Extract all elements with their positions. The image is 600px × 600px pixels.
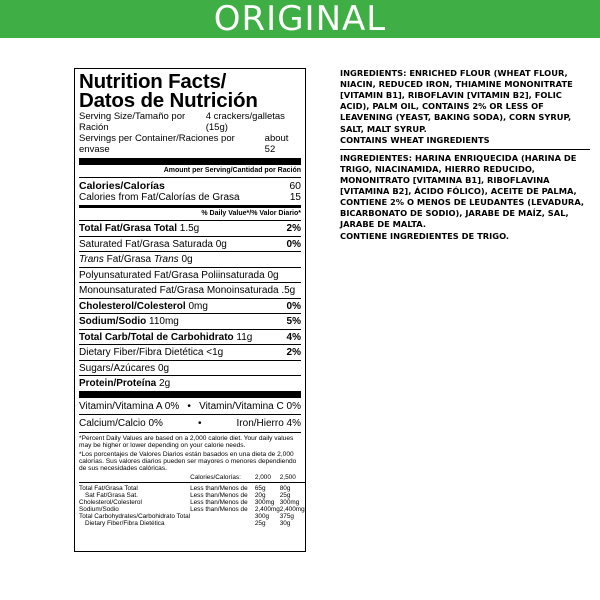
amount-per-serving: Amount per Serving/Cantidad por Ración xyxy=(163,166,301,174)
table-cell: Less than/Menos de xyxy=(190,484,248,492)
table-cell xyxy=(190,513,255,520)
table-row xyxy=(79,492,305,499)
bullet-separator: • xyxy=(187,400,191,412)
table-cell: 20g xyxy=(254,491,266,499)
table-cell: 25g xyxy=(254,520,266,527)
nutrient-label: Saturated Fat/Grasa Saturada xyxy=(79,238,213,250)
table-cell: 25g xyxy=(279,491,291,499)
table-header-cell: 2,500 xyxy=(280,474,305,483)
nutrient-name xyxy=(79,378,170,390)
nutrient-label: Trans Fat/Grasa Trans xyxy=(79,254,179,266)
calories-row xyxy=(79,178,301,192)
nutrient-label: Total Fat/Grasa Total xyxy=(79,223,177,235)
table-cell: 300mg xyxy=(279,498,300,506)
bullet-separator: • xyxy=(197,418,202,430)
nutrient-name xyxy=(79,285,295,297)
nutrient-label: Polyunsaturated Fat/Grasa Poliinsaturada xyxy=(79,269,265,281)
nutrient-label: Cholesterol/Colesterol xyxy=(79,300,186,312)
nutrient-row xyxy=(79,344,301,360)
table-cell: Less than/Menos de xyxy=(190,498,248,506)
calories-fat-label: Calories from Fat/Calorías de Grasa xyxy=(79,191,240,203)
nutrient-percent: 5% xyxy=(286,316,301,328)
nutrient-amount: <1g xyxy=(206,347,224,359)
ingredients-divider xyxy=(340,149,590,150)
table-cell: Total Fat/Grasa Total xyxy=(79,484,138,492)
table-cell: Sodium/Sodio xyxy=(79,505,119,513)
vitamin-right: Vitamin/Vitamina C 0% xyxy=(199,400,301,412)
vitamin-left: Vitamin/Vitamina A 0% xyxy=(79,400,180,412)
allergen-english: CONTAINS WHEAT INGREDIENTS xyxy=(340,134,490,145)
daily-values-reference-table xyxy=(79,474,305,527)
nutrient-name xyxy=(79,301,208,313)
nutrition-facts-panel xyxy=(74,68,306,552)
vitamin-row xyxy=(79,398,301,415)
table-row xyxy=(79,520,305,527)
table-cell: 375g xyxy=(279,512,294,520)
calories-label: Calories/Calorías xyxy=(79,179,165,192)
serving-size-label: Serving Size/Tamaño por Ración xyxy=(79,111,186,133)
nutrient-row xyxy=(79,375,301,391)
nutrient-label: Protein/Proteína xyxy=(79,378,157,390)
nutrient-amount: .5g xyxy=(281,285,296,297)
table-cell: 300g xyxy=(254,512,270,520)
nutrient-name xyxy=(79,363,169,375)
table-header-cell: Calories/Calorías: xyxy=(190,474,255,483)
nutrient-percent: 2% xyxy=(286,347,301,359)
table-cell: 2,400mg xyxy=(279,505,305,513)
nutrient-label: Monounsaturated Fat/Grasa Monoinsaturada xyxy=(79,285,279,297)
table-header-cell xyxy=(79,474,190,483)
nutrient-row xyxy=(79,313,301,329)
calories-fat-value: 15 xyxy=(289,191,301,203)
nutrient-amount: 0g xyxy=(157,362,170,374)
nutrient-label: Sugars/Azúcares xyxy=(79,362,156,374)
calories-fat-row xyxy=(79,192,301,206)
nutrient-name xyxy=(79,239,227,251)
nutrient-list xyxy=(79,220,301,391)
footnote xyxy=(79,435,301,473)
nutrient-percent: 0% xyxy=(286,238,301,250)
nutrient-amount: 2g xyxy=(159,378,171,390)
table-header-cell: 2,000 xyxy=(255,474,280,483)
table-cell: Cholesterol/Colesterol xyxy=(79,498,142,506)
table-header-row xyxy=(79,474,305,483)
label-title-es: Datos de Nutrición xyxy=(79,89,258,112)
nutrient-amount: 1.5g xyxy=(179,223,200,235)
nutrient-row xyxy=(79,298,301,314)
table-row xyxy=(79,513,305,520)
product-variant-banner xyxy=(0,0,600,38)
daily-value-header: % Daily Value*/% Valor Diario* xyxy=(201,210,301,218)
table-cell: 65g xyxy=(254,484,266,492)
table-cell: Less than/Menos de xyxy=(190,491,248,499)
table-cell: Less than/Menos de xyxy=(190,505,248,513)
nutrient-amount: 0g xyxy=(215,238,227,250)
nutrient-row xyxy=(79,329,301,345)
divider-thick xyxy=(79,391,301,398)
vitamin-list xyxy=(79,398,301,432)
serving-size-value: 4 crackers/galletas (15g) xyxy=(205,111,285,133)
table-cell: Sat Fat/Grasa Sat. xyxy=(85,491,138,499)
allergen-spanish: CONTIENE INGREDIENTES DE TRIGO. xyxy=(340,230,510,241)
table-cell: 30g xyxy=(279,520,291,527)
ingredients-english: INGREDIENTS: ENRICHED FLOUR (WHEAT FLOUR, NIACIN, REDUCED IRON, THIAMINE MONONITRATE [VITAMIN B1], RIBOFLAVIN [VITAMIN B2], FOLIC ACID), PALM OIL, CONTAINS 2% OR LESS OF LEAVENING (YEAST, BAKING SODA), CORN SYRUP, SALT, MALT SYRUP. xyxy=(340,68,573,134)
table-cell: Total Carbohydrates/Carbohidrato Total xyxy=(79,512,191,520)
servings-label: Servings per Container/Raciones por envase xyxy=(79,132,235,155)
nutrient-name xyxy=(79,332,252,344)
table-cell xyxy=(190,520,255,527)
nutrient-amount: 0g xyxy=(181,254,193,266)
vitamin-row xyxy=(79,414,301,432)
nutrient-name xyxy=(79,254,193,266)
nutrient-row xyxy=(79,251,301,267)
nutrient-label: Dietary Fiber/Fibra Dietética xyxy=(79,347,204,359)
nutrient-name xyxy=(79,316,179,328)
nutrient-percent: 2% xyxy=(286,223,301,235)
table-cell: 2,400mg xyxy=(254,505,280,513)
table-row xyxy=(79,482,305,492)
servings-row xyxy=(79,134,301,158)
divider-thick xyxy=(79,158,301,165)
footnote-spanish: *Los porcentajes de Valores Diarios están basados en una dieta de 2,000 calorías. Sus valores diarios pueden ser mayores o menores dependiendo de sus necesidades calóricas. xyxy=(79,450,297,473)
footnote-english: *Percent Daily Values are based on a 2,000 calorie diet. Your daily values may be higher or lower depending on your calorie needs. xyxy=(79,434,294,450)
nutrient-row xyxy=(79,267,301,283)
table-row xyxy=(79,499,305,506)
ingredients-panel xyxy=(340,68,590,245)
nutrient-percent: 4% xyxy=(286,331,301,343)
nutrient-label: Sodium/Sodio xyxy=(79,316,147,328)
nutrient-percent: 0% xyxy=(286,300,301,312)
table-cell: 300mg xyxy=(254,498,275,506)
table-row xyxy=(79,506,305,513)
nutrient-row xyxy=(79,360,301,376)
servings-value: about 52 xyxy=(264,132,289,155)
divider xyxy=(79,432,301,433)
nutrient-amount: 0g xyxy=(267,269,279,281)
nutrient-row xyxy=(79,220,301,236)
table-cell: Dietary Fiber/Fibra Dietética xyxy=(85,520,165,527)
nutrient-row xyxy=(79,236,301,252)
nutrient-amount: 11g xyxy=(236,331,253,343)
nutrient-amount: 0mg xyxy=(188,300,208,312)
table-cell: 80g xyxy=(279,484,291,492)
vitamin-right: Iron/Hierro 4% xyxy=(236,418,301,430)
nutrient-row xyxy=(79,282,301,298)
nutrient-amount: 110mg xyxy=(149,316,179,328)
nutrient-name xyxy=(79,347,223,359)
calories-value: 60 xyxy=(289,179,301,192)
ingredients-spanish: INGREDIENTES: HARINA ENRIQUECIDA (HARINA DE TRIGO, NIACINAMIDA, HIERRO REDUCIDO, MONONITRATO [VITAMINA B1], RIBOFLAVINA [VITAMINA B2], ÁCIDO FÓLICO), ACEITE DE PALMA, CONTIENE 2% O MENOS DE LEUDANTES (LEVADURA, BICARBONATO DE SODIO), JARABE DE MAÍZ, SAL, JARABE DE MALTA. xyxy=(340,152,585,230)
nutrient-label: Total Carb/Total de Carbohidrato xyxy=(79,331,234,343)
serving-size-row xyxy=(79,112,301,134)
banner-title: ORIGINAL xyxy=(213,0,387,39)
label-title-en: Nutrition Facts/ xyxy=(79,70,227,93)
nutrient-name xyxy=(79,223,199,235)
nutrient-name xyxy=(79,270,279,282)
vitamin-left: Calcium/Calcio 0% xyxy=(79,418,163,430)
